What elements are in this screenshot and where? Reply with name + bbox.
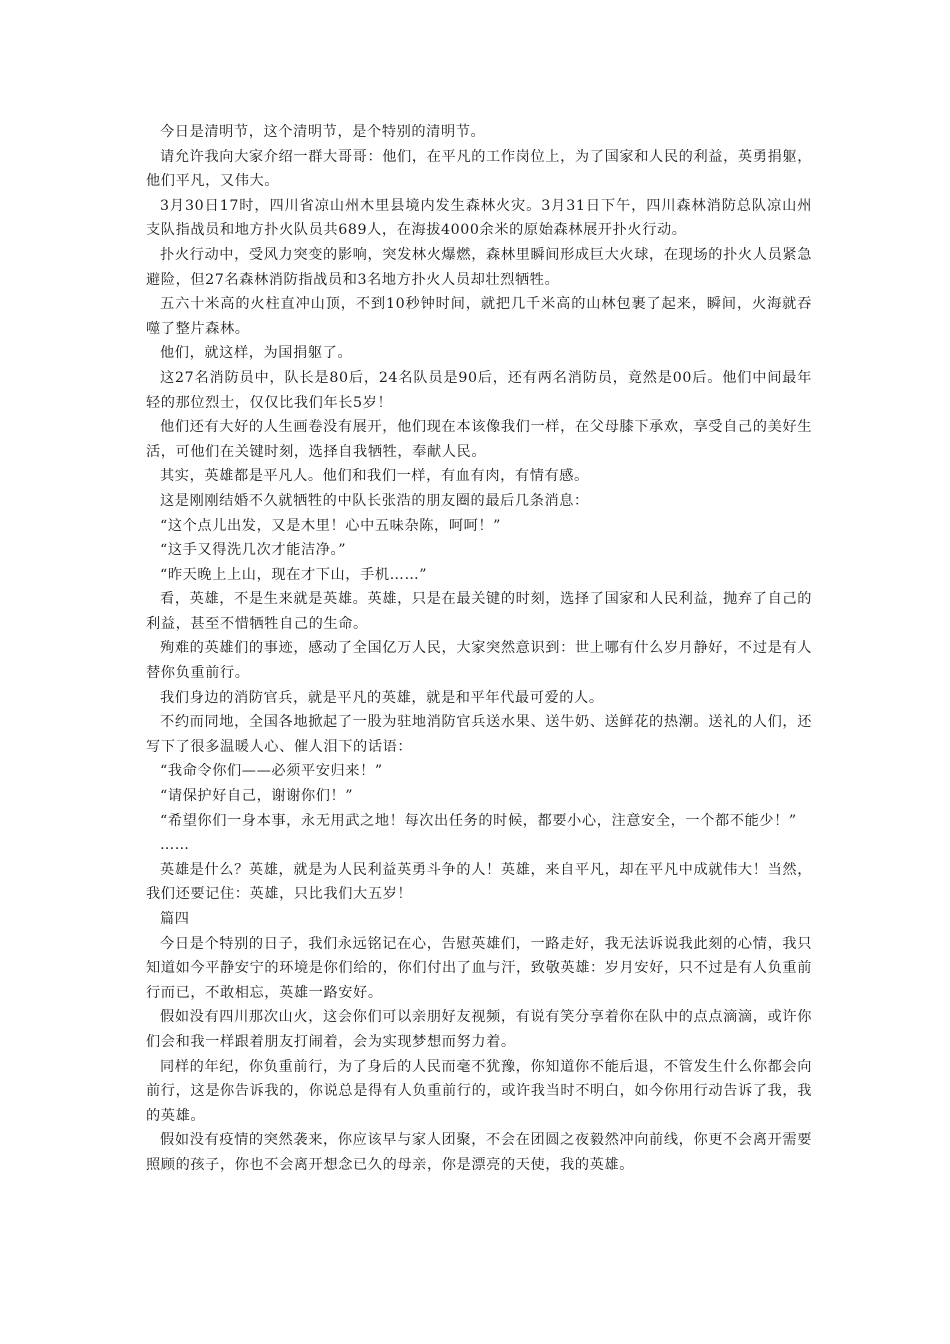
- paragraph: 今日是个特别的日子，我们永远铭记在心，告慰英雄们，一路走好，我无法诉说我此刻的心情，我只知道如今平静安宁的环境是你们给的，你们付出了血与汗，致敬英雄：岁月安好，只不过是有人负重前行而已，不敢相忘，英雄一路安好。: [146, 935, 812, 1001]
- paragraph: 不约而同地，全国各地掀起了一股为驻地消防官兵送水果、送牛奶、送鲜花的热潮。送礼的人们，还写下了很多温暖人心、催人泪下的话语：: [146, 714, 812, 755]
- paragraph: 请允许我向大家介绍一群大哥哥：他们，在平凡的工作岗位上，为了国家和人民的利益，英勇捐躯，他们平凡，又伟大。: [146, 148, 812, 190]
- quote-line: “昨天晚上上山，现在才下山，手机……”: [160, 566, 428, 583]
- paragraph: 他们，就这样，为国捐躯了。: [160, 345, 353, 362]
- paragraph: 这27名消防员中，队长是80后，24名队员是90后，还有两名消防员，竟然是00后。他们中间最年轻的那位烈士，仅仅比我们年长5岁！: [146, 369, 812, 411]
- paragraph: 五六十米高的火柱直冲山顶，不到10秒钟时间，就把几千米高的山林包裹了起来，瞬间，火海就吞噬了整片森林。: [146, 296, 812, 337]
- paragraph: 今日是清明节，这个清明节，是个特别的清明节。: [160, 124, 486, 140]
- paragraph: 英雄是什么？英雄，就是为人民利益英勇斗争的人！英雄，来自平凡，却在平凡中成就伟大！当然，我们还要记住：英雄，只比我们大五岁！: [146, 861, 812, 903]
- paragraph: 同样的年纪，你负重前行，为了身后的人民而毫不犹豫，你知道你不能后退，不管发生什么你都会向前行，这是你告诉我的，你说总是得有人负重前行的，或许我当时不明白，如今你用行动告诉了我，我的英雄。: [146, 1058, 812, 1124]
- paragraph: 殉难的英雄们的事迹，感动了全国亿万人民，大家突然意识到：世上哪有什么岁月静好，不过是有人替你负重前行。: [146, 640, 812, 682]
- quote-line: “请保护好自己，谢谢你们！”: [160, 788, 354, 805]
- quote-line: “这手又得洗几次才能洁净。”: [160, 542, 347, 559]
- quote-line: “这个点儿出发，又是木里！心中五味杂陈，呵呵！”: [160, 517, 502, 534]
- section-heading: 篇四: [160, 911, 190, 927]
- paragraph: 假如没有疫情的突然袭来，你应该早与家人团聚，不会在团圆之夜毅然冲向前线，你更不会离开需要照顾的孩子，你也不会离开想念已久的母亲，你是漂亮的天使，我的英雄。: [146, 1132, 812, 1173]
- quote-line: “我命令你们——必须平安归来！”: [160, 763, 383, 780]
- paragraph: 看，英雄，不是生来就是英雄。英雄，只是在最关键的时刻，选择了国家和人民利益，抛弃了自己的利益，甚至不惜牺牲自己的生命。: [146, 591, 812, 632]
- paragraph: 他们还有大好的人生画卷没有展开，他们现在本该像我们一样，在父母膝下承欢，享受自己的美好生活，可他们在关键时刻，选择自我牺牲，奉献人民。: [146, 419, 812, 460]
- ellipsis-line: ……: [160, 837, 190, 854]
- paragraph: 其实，英雄都是平凡人。他们和我们一样，有血有肉，有情有感。: [160, 468, 589, 485]
- paragraph: 我们身边的消防官兵，就是平凡的英雄，就是和平年代最可爱的人。: [160, 689, 604, 706]
- paragraph: 假如没有四川那次山火，这会你们可以亲朋好友视频，有说有笑分享着你在队中的点点滴滴，或许你们会和我一样跟着朋友打闹着，会为实现梦想而努力着。: [146, 1009, 812, 1050]
- paragraph: 扑火行动中，受风力突变的影响，突发林火爆燃，森林里瞬间形成巨大火球，在现场的扑火人员紧急避险，但27名森林消防指战员和3名地方扑火人员却壮烈牺牲。: [146, 246, 812, 288]
- paragraph: 3月30日17时，四川省凉山州木里县境内发生森林火灾。3月31日下午，四川森林消防总队凉山州支队指战员和地方扑火队员共689人，在海拔4000余米的原始森林展开扑火行动。: [146, 197, 812, 239]
- paragraph: 这是刚刚结婚不久就牺牲的中队长张浩的朋友圈的最后几条消息：: [160, 492, 589, 509]
- quote-line: “希望你们一身本事，永无用武之地！每次出任务的时候，都要小心，注意安全，一个都不能少！”: [160, 812, 797, 829]
- document-body: [146, 120, 812, 1178]
